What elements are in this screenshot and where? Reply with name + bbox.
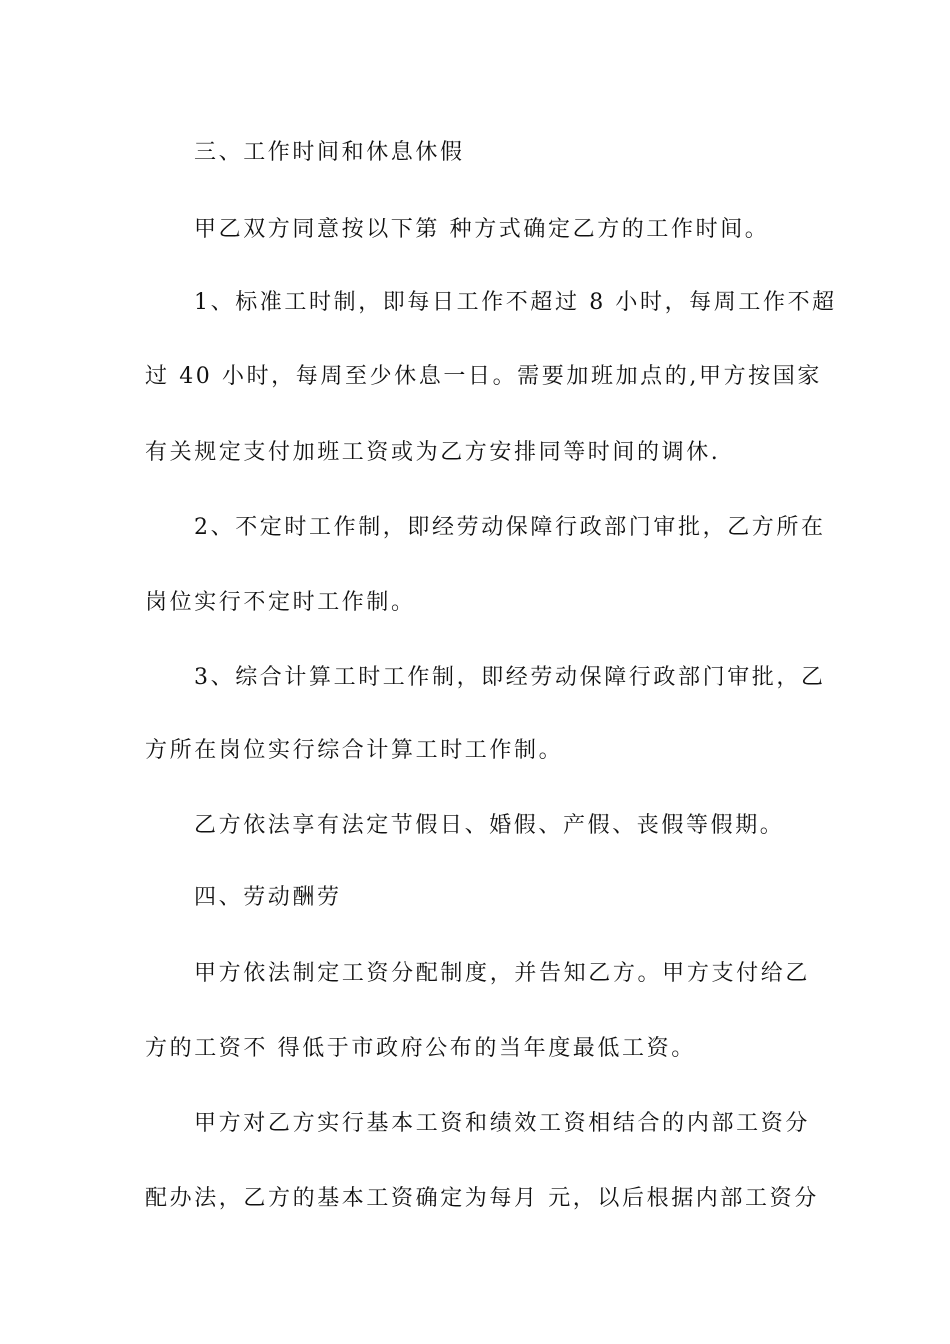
paragraph-line: 配办法，乙方的基本工资确定为每月 元，以后根据内部工资分: [145, 1186, 819, 1211]
paragraph-line: 3、综合计算工时工作制，即经劳动保障行政部门审批，乙: [194, 665, 826, 690]
paragraph-line: 乙方依法享有法定节假日、婚假、产假、丧假等假期。: [194, 813, 785, 838]
paragraph-line: 甲方依法制定工资分配制度，并告知乙方。甲方支付给乙: [194, 961, 810, 986]
section-heading-remuneration: 四、劳动酬劳: [194, 885, 342, 910]
paragraph-line: 2、不定时工作制，即经劳动保障行政部门审批，乙方所在: [194, 515, 826, 540]
paragraph-line: 岗位实行不定时工作制。: [145, 590, 416, 615]
paragraph-line: 有关规定支付加班工资或为乙方安排同等时间的调休.: [145, 440, 721, 465]
paragraph-line: 甲乙双方同意按以下第 种方式确定乙方的工作时间。: [194, 217, 770, 242]
paragraph-line: 甲方对乙方实行基本工资和绩效工资相结合的内部工资分: [194, 1111, 810, 1136]
paragraph-line: 方的工资不 得低于市政府公布的当年度最低工资。: [145, 1036, 696, 1061]
paragraph-line: 1、标准工时制，即每日工作不超过 8 小时，每周工作不超: [194, 290, 837, 315]
paragraph-line: 方所在岗位实行综合计算工时工作制。: [145, 738, 564, 763]
section-heading-work-time: 三、工作时间和休息休假: [194, 140, 465, 165]
paragraph-line: 过 40 小时，每周至少休息一日。需要加班加点的,甲方按国家: [145, 364, 822, 389]
